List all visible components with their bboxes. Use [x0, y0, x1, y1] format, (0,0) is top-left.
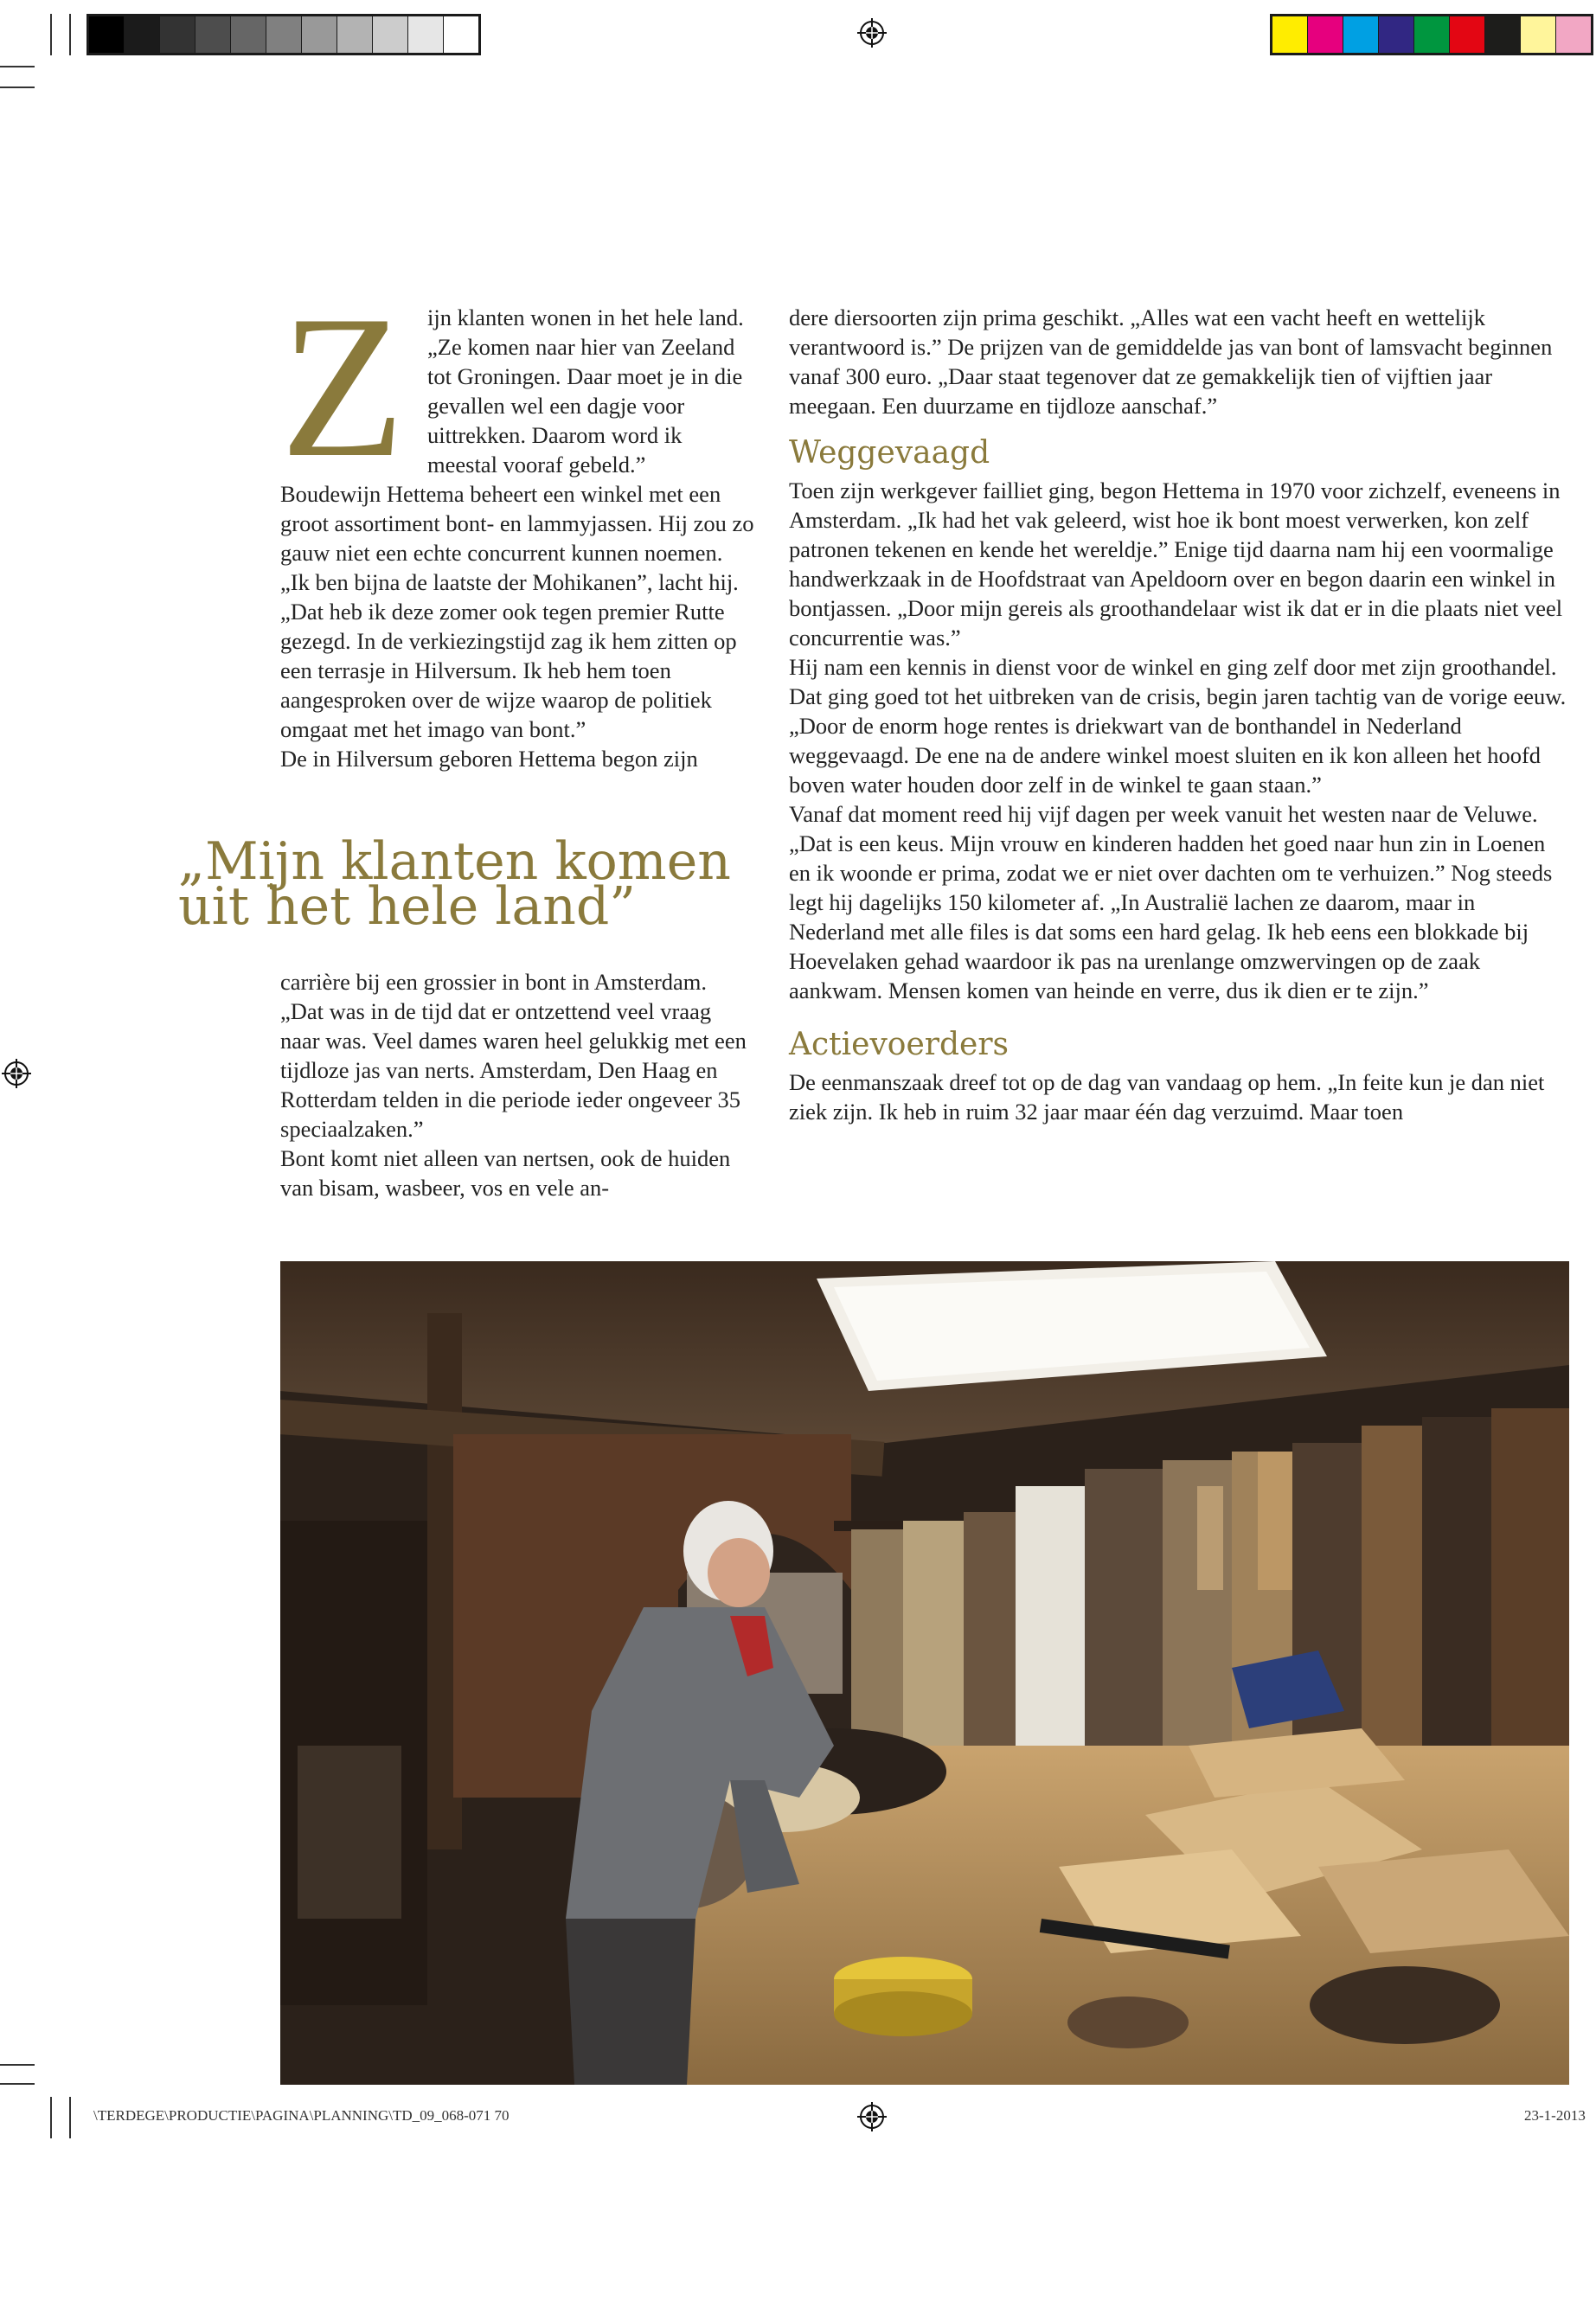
footer-date: 23-1-2013	[1524, 2107, 1586, 2124]
color-swatch	[160, 16, 195, 53]
section-heading: Actievoerders	[789, 1027, 1010, 1062]
color-swatch	[1450, 16, 1485, 53]
color-swatch	[231, 16, 266, 53]
color-swatch	[266, 16, 302, 53]
grayscale-color-bar	[87, 14, 481, 55]
article-paragraph: De in Hilversum geboren Hettema begon zijn	[280, 746, 698, 772]
color-swatch	[302, 16, 337, 53]
crop-mark-top-left-1	[50, 14, 52, 55]
color-swatch	[337, 16, 373, 53]
color-swatch	[1414, 16, 1450, 53]
color-swatch	[195, 16, 231, 53]
registration-mark-bottom-icon	[857, 2102, 887, 2131]
color-swatch	[1485, 16, 1521, 53]
workshop-illustration	[280, 1261, 1569, 2085]
article-paragraph: Toen zijn werkgever failliet ging, begon Hettema in 1970 voor zichzelf, eveneens in Amsterdam. „Ik had het vak geleerd, wist hoe ik bont moest verwerken, kon zelf patronen tekenen en kende het wereldje.” Enige tijd daarna nam hij een voormalige handwerkzaak in de Hoofdstraat van Apeldoorn over en begon daarin een winkel in bontjassen. „Door mijn gereis als groothandelaar wist ik dat er in die plaats niet veel concurrentie was.”	[789, 478, 1563, 651]
registration-mark-top-icon	[857, 18, 887, 48]
crop-mark-top-left-2	[69, 14, 71, 55]
process-color-bar	[1270, 14, 1593, 55]
registration-mark-left-icon	[2, 1059, 31, 1088]
color-swatch	[444, 16, 478, 53]
color-swatch	[125, 16, 160, 53]
crop-mark-bottom-left-3	[50, 2097, 52, 2138]
crop-mark-bottom-left-1	[0, 2064, 35, 2066]
article-column-2	[789, 303, 1567, 1126]
article-photo	[280, 1261, 1569, 2085]
color-swatch	[408, 16, 444, 53]
color-swatch	[1379, 16, 1414, 53]
drop-cap: Z	[280, 274, 406, 500]
article-paragraph: Vanaf dat moment reed hij vijf dagen per week vanuit het westen naar de Veluwe. „Dat is een keus. Mijn vrouw en kinderen hadden het goed naar hun zin in Loenen en ik woonde er prima, zodat we er niet over dachten om te verhuizen.” Nog steeds legt hij dagelijks 150 kilometer af. „In Australië lachen ze daarom, maar in Nederland met alle files is dat soms een hard gelag. Ik heb eens een blokkade bij Hoevelaken gehad waardoor ik pas na urenlange omzwervingen op de zaak aankwam. Mensen komen van heinde en verre, dus ik dien er te zijn.”	[789, 801, 1553, 1003]
article-column-1	[280, 274, 754, 773]
crop-mark-left-2	[0, 87, 35, 88]
footer-file-path: \TERDEGE\PRODUCTIE\PAGINA\PLANNING\TD_09_068-071 70	[93, 2107, 510, 2124]
article-intro-paragraph: ijn klanten wonen in het hele land. „Ze komen naar hier van Zeeland tot Groningen. Daar moet je in die gevallen wel een dagje voor uittrekken. Daarom word ik meestal vooraf gebeld.”	[427, 304, 744, 478]
color-swatch	[1521, 16, 1556, 53]
color-swatch	[89, 16, 125, 53]
color-swatch	[373, 16, 408, 53]
article-paragraph: Hij nam een kennis in dienst voor de winkel en ging zelf door met zijn groothandel. Dat ging goed tot het uitbreken van de crisis, begin jaren tachtig van de vorige eeuw. „Door de enorm hoge rentes is driekwart van de bonthandel in Nederland weggevaagd. De ene na de andere winkel moest sluiten en ik kon alleen het hoofd boven water houden door zelf in de winkel te gaan staan.”	[789, 654, 1567, 798]
article-paragraph: Boudewijn Hettema beheert een winkel met een groot assortiment bont- en lammyjassen. Hij zou zo gauw niet een echte concurrent kunnen noemen. „Ik ben bijna de laatste der Mohikanen”, lacht hij. „Dat heb ik deze zomer ook tegen premier Rutte gezegd. In de verkiezingstijd zag ik hem zitten op een terrasje in Hilversum. Ik heb hem toen aangesproken over de wijze waarop de politiek omgaat met het imago van bont.”	[280, 481, 754, 742]
color-swatch	[1272, 16, 1308, 53]
crop-mark-left-1	[0, 66, 35, 67]
color-swatch	[1343, 16, 1379, 53]
color-swatch	[1308, 16, 1343, 53]
article-paragraph: dere diersoorten zijn prima geschikt. „Alles wat een vacht heeft en wettelijk verantwoord is.” De prijzen van de gemiddelde jas van bont of lamsvacht beginnen vanaf 300 euro. „Daar staat tegenover dat ze gemakkelijk tien of vijftien jaar meegaan. Een duurzame en tijdloze aanschaf.”	[789, 304, 1553, 419]
pull-quote: „Mijn klanten komen uit het hele land”	[178, 831, 731, 937]
article-paragraph: Bont komt niet alleen van nertsen, ook de huiden van bisam, wasbeer, vos en vele an-	[280, 1145, 731, 1201]
article-paragraph: carrière bij een grossier in bont in Amsterdam. „Dat was in de tijd dat er ontzettend veel vraag naar was. Veel dames waren heel gelukkig met een tijdloze jas van nerts. Amsterdam, Den Haag en Rotterdam telden in die periode ieder ongeveer 35 speciaalzaken.”	[280, 969, 747, 1142]
article-column-1-continued	[280, 967, 754, 1202]
article-paragraph: De eenmanszaak dreef tot op de dag van vandaag op hem. „In feite kun je dan niet ziek zijn. Ik heb in ruim 32 jaar maar één dag verzuimd. Maar toen	[789, 1069, 1545, 1125]
color-swatch	[1556, 16, 1591, 53]
crop-mark-bottom-left-4	[69, 2097, 71, 2138]
crop-mark-bottom-left-2	[0, 2083, 35, 2085]
section-heading: Weggevaagd	[789, 435, 990, 471]
